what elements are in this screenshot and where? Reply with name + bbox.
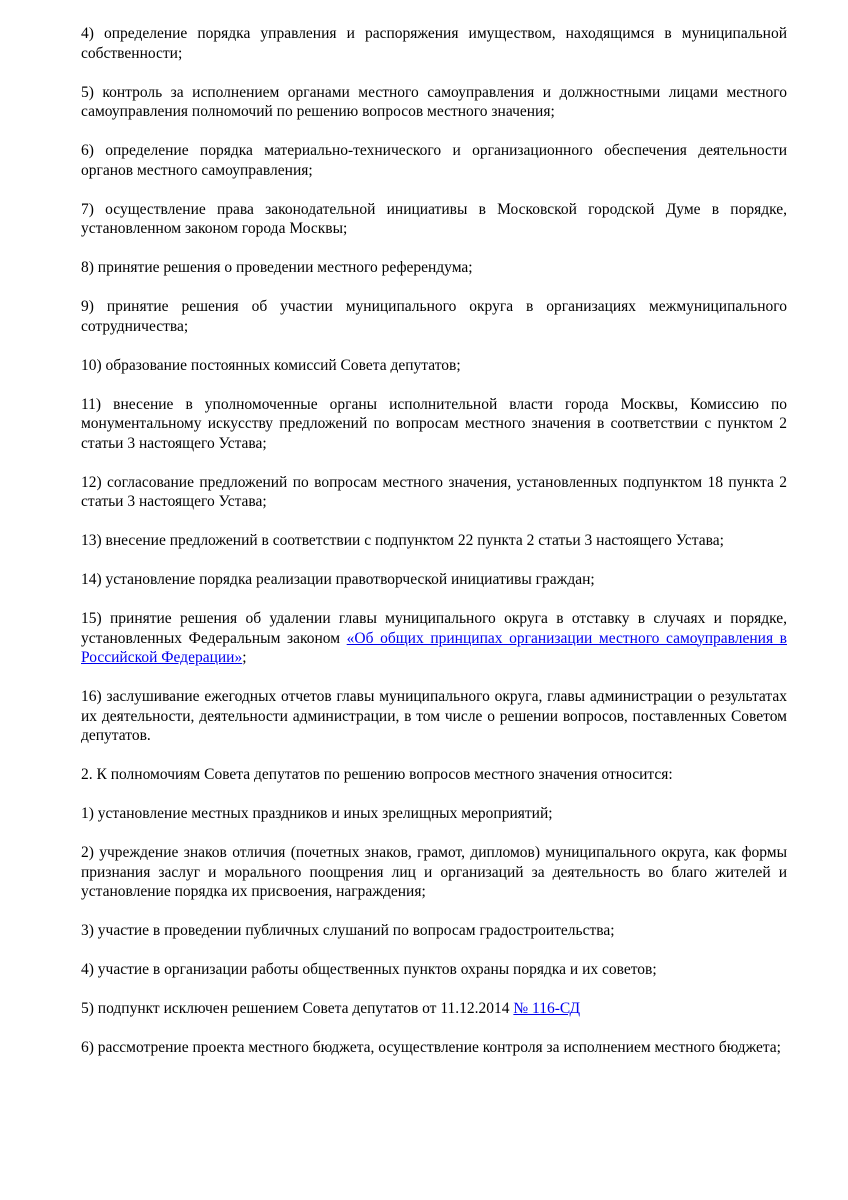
section-2-heading: 2. К полномочиям Совета депутатов по решению вопросов местного значения относится: bbox=[81, 766, 673, 783]
paragraph-15-removal bbox=[81, 609, 787, 668]
paragraph-5-control: 5) контроль за исполнением органами местного самоуправления и должностными лицами местного самоуправления полномочий по решению вопросов местного значения; bbox=[81, 83, 787, 120]
paragraph-4-property-management: 4) определение порядка управления и распоряжения имуществом, находящимся в муниципальной собственности; bbox=[81, 25, 787, 62]
paragraph-15-text: 15) принятие решения об удалении главы муниципального округа в отставку в случаях и порядке, установленных Федеральным законом bbox=[81, 610, 787, 647]
section-2-item-5-text: 5) подпункт исключен решением Совета депутатов от 11.12.2014 bbox=[81, 1000, 514, 1017]
paragraph-16-reports: 16) заслушивание ежегодных отчетов главы муниципального округа, главы администрации о результатах их деятельности, деятельности администрации, в том числе о решении вопросов, поставленных Советом депутатов. bbox=[81, 688, 787, 744]
federal-law-link[interactable]: «Об общих принципах организации местного самоуправления в Российской Федерации» bbox=[81, 629, 787, 666]
section-2-item-3-hearings: 3) участие в проведении публичных слушаний по вопросам градостроительства; bbox=[81, 922, 615, 939]
paragraph-7-legislative-initiative: 7) осуществление права законодательной инициативы в Московской городской Думе в порядке, установленном законом города Москвы; bbox=[81, 200, 787, 237]
paragraph-12-approval: 12) согласование предложений по вопросам местного значения, установленных подпунктом 18 пункта 2 статьи 3 настоящего Устава; bbox=[81, 473, 787, 510]
section-2-item-6-budget: 6) рассмотрение проекта местного бюджета, осуществление контроля за исполнением местного бюджета; bbox=[81, 1039, 781, 1056]
paragraph-6-support: 6) определение порядка материально-технического и организационного обеспечения деятельности органов местного самоуправления; bbox=[81, 142, 787, 179]
section-2-item-2-awards: 2) учреждение знаков отличия (почетных знаков, грамот, дипломов) муниципального округа, как формы признания заслуг и морального поощрения лиц и организаций за деятельность во благо жителей и установление порядка их присвоения, награждения; bbox=[81, 844, 787, 900]
section-2-item-4-public-order: 4) участие в организации работы общественных пунктов охраны порядка и их советов; bbox=[81, 961, 657, 978]
decision-116-link[interactable]: № 116-СД bbox=[513, 1000, 581, 1017]
section-2-item-1-holidays: 1) установление местных праздников и иных зрелищных мероприятий; bbox=[81, 805, 553, 822]
paragraph-10-commissions: 10) образование постоянных комиссий Совета депутатов; bbox=[81, 356, 461, 374]
paragraph-15-end: ; bbox=[242, 649, 247, 666]
paragraph-14-citizen-initiative: 14) установление порядка реализации правотворческой инициативы граждан; bbox=[81, 571, 595, 588]
document-page bbox=[81, 24, 787, 1077]
section-2-item-5-excluded bbox=[81, 999, 787, 1019]
paragraph-9-cooperation: 9) принятие решения об участии муниципального округа в организациях межмуниципального сотрудничества; bbox=[81, 298, 787, 335]
paragraph-11-proposals: 11) внесение в уполномоченные органы исполнительной власти города Москвы, Комиссию по монументальному искусству предложений по вопросам местного значения в соответствии с пунктом 2 статьи 3 настоящего Устава; bbox=[81, 395, 787, 452]
paragraph-8-referendum: 8) принятие решения о проведении местного референдума; bbox=[81, 259, 473, 276]
paragraph-13-proposals: 13) внесение предложений в соответствии с подпунктом 22 пункта 2 статьи 3 настоящего Устава; bbox=[81, 532, 724, 549]
